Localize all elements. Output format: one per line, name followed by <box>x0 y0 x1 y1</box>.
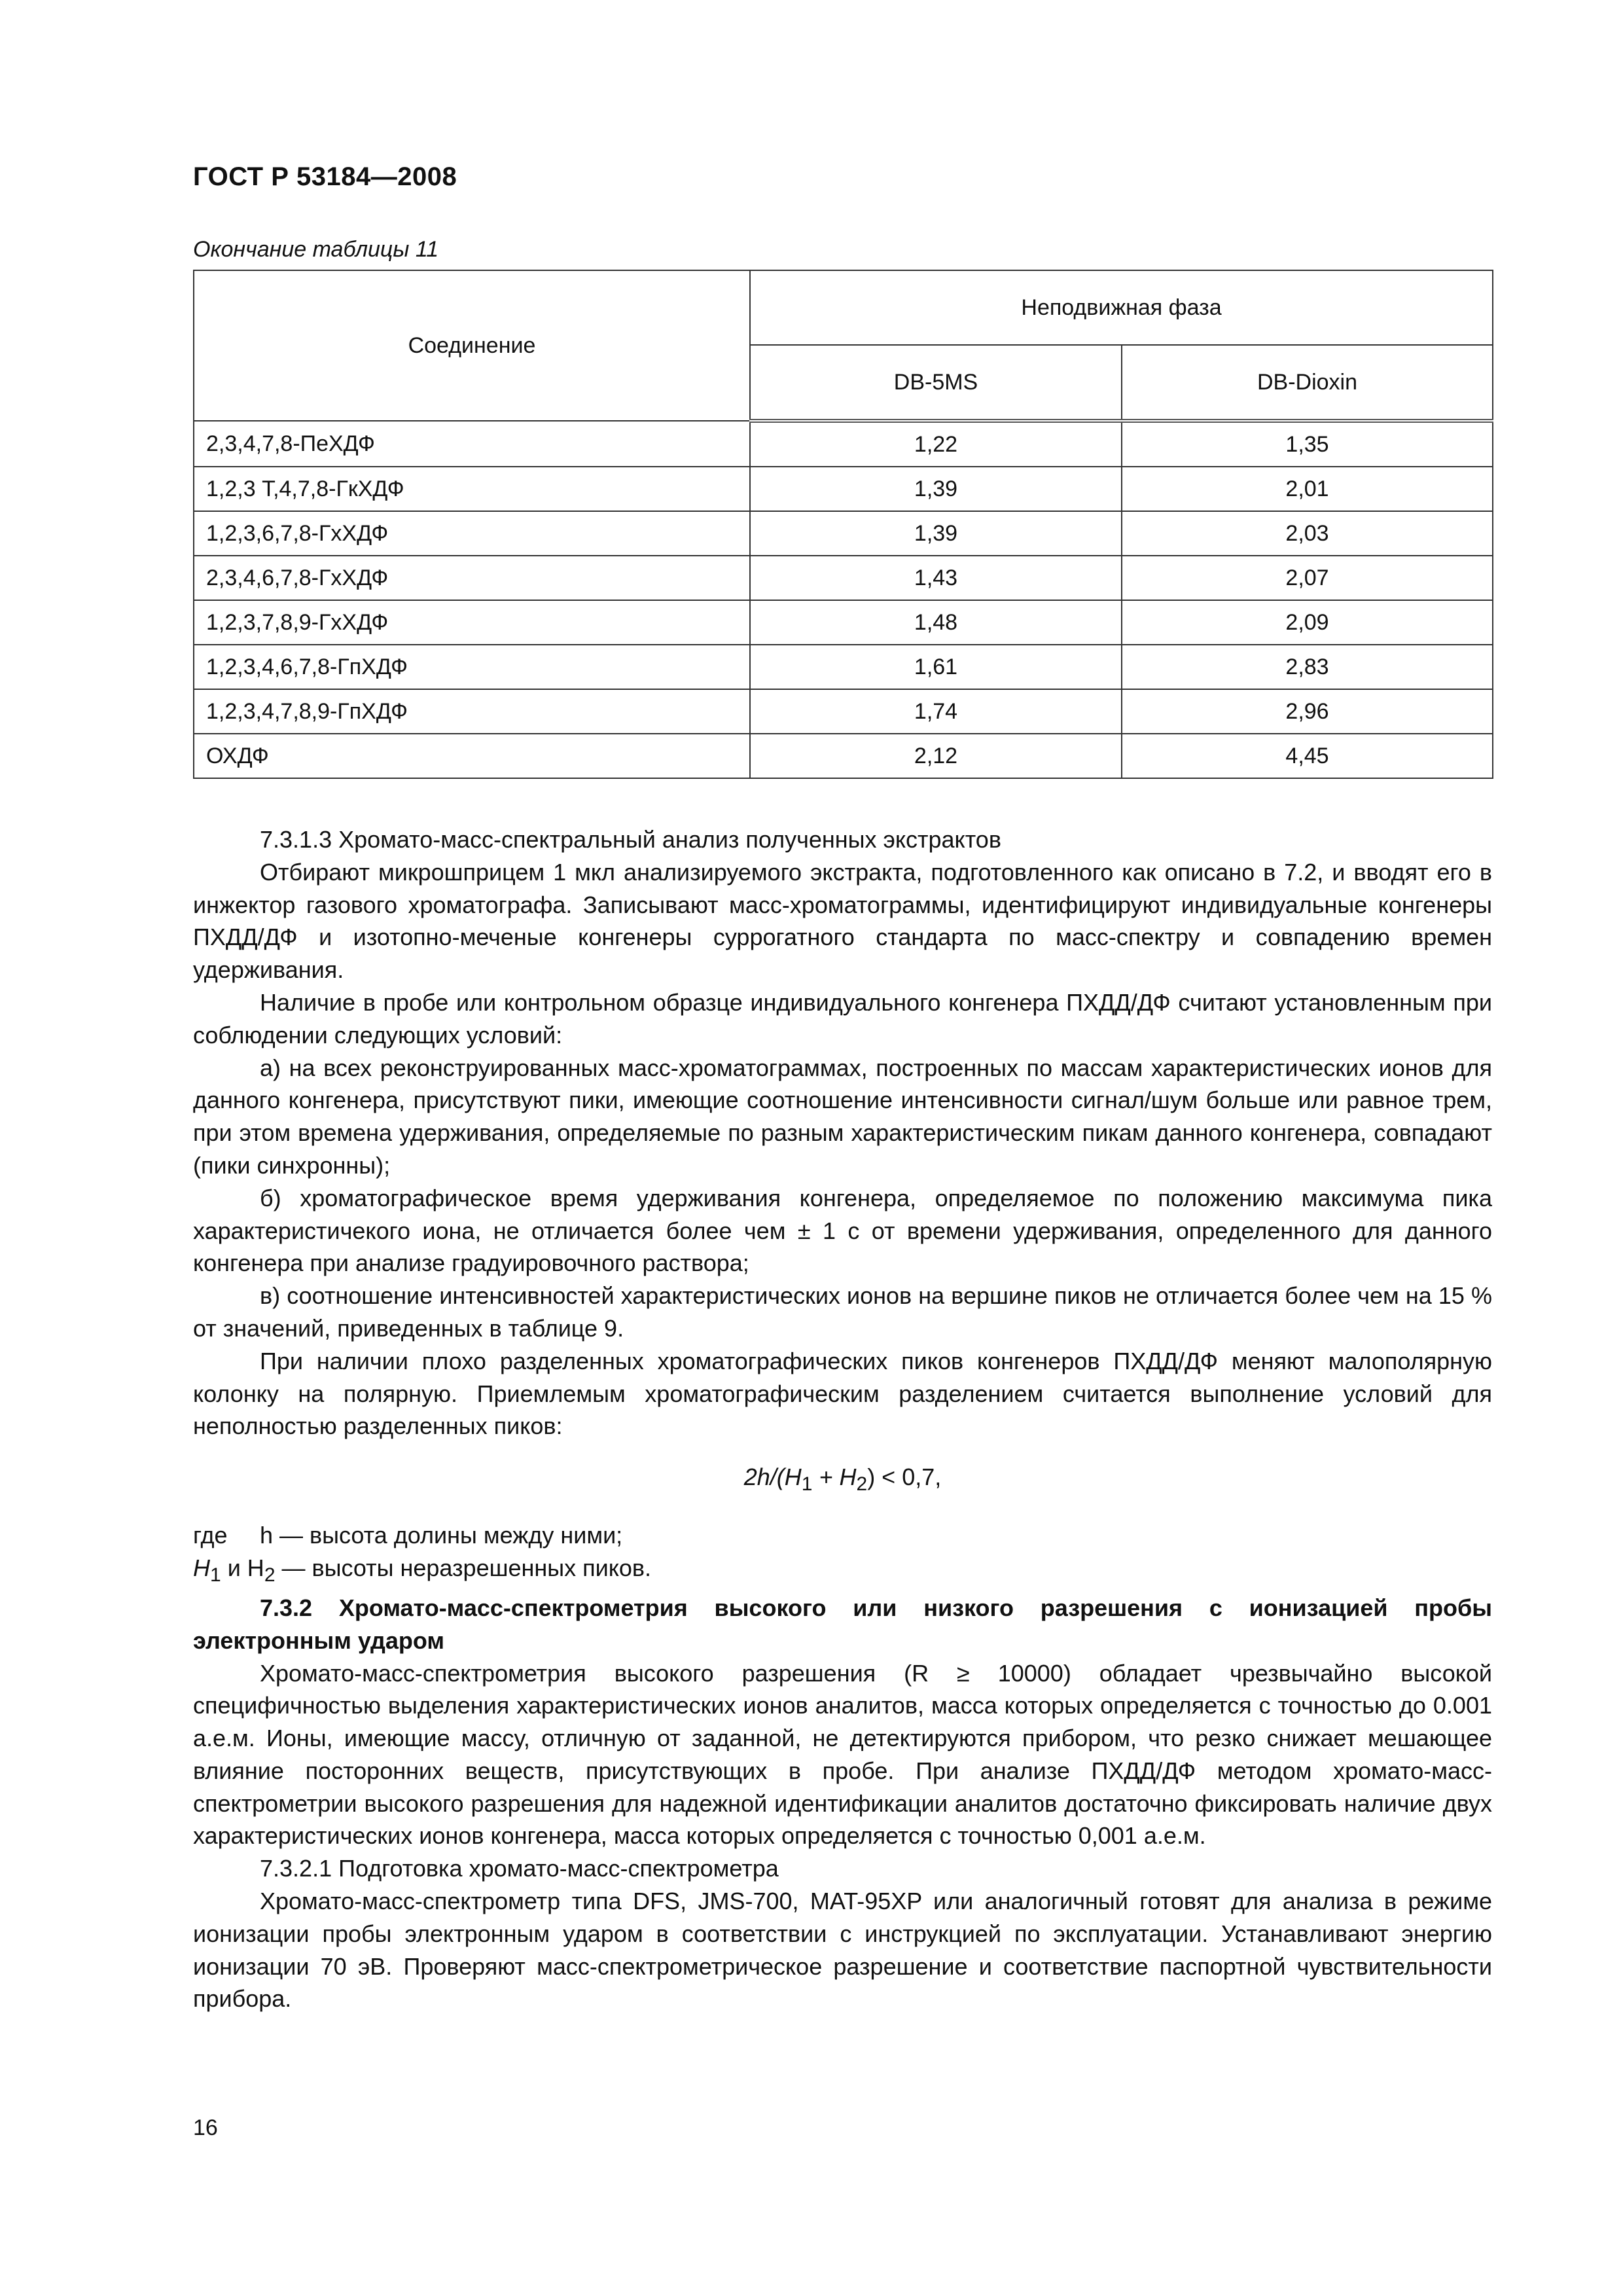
column-header-stationary-phase: Неподвижная фаза <box>750 270 1493 345</box>
cell-compound: 2,3,4,6,7,8-ГхХДФ <box>194 556 750 600</box>
cell-db5ms: 1,39 <box>750 467 1122 511</box>
paragraph-preparation: Хромато-масс-спектрометр типа DFS, JMS-700, MAT-95XP или аналогичный готовят для анализа в режиме ионизации пробы электронным ударом в соответствии с инструкцией по эксплуатации. Устанавливают энергию ионизации 70 эВ. Проверяют масс-спектрометрическое разрешение и соответствие паспортной чувствительности прибора. <box>193 1888 1492 2013</box>
column-header-dbdioxin: DB-Dioxin <box>1122 345 1493 421</box>
formula-left: 2h/(H <box>743 1463 802 1491</box>
cell-db5ms: 2,12 <box>750 734 1122 778</box>
table-row <box>194 511 1493 556</box>
formula-sub1: 1 <box>801 1473 813 1496</box>
cell-dbdioxin: 2,07 <box>1122 556 1493 600</box>
table-row <box>194 421 1493 467</box>
cell-dbdioxin: 2,01 <box>1122 467 1493 511</box>
document-page <box>193 0 1492 2296</box>
where-H2-sub: 2 <box>264 1564 276 1587</box>
formula-mid: + H <box>812 1463 857 1491</box>
paragraph-poor-separation: При наличии плохо разделенных хроматографических пиков конгенеров ПХДД/ДФ меняют малополярную колонку на полярную. Приемлемым хроматографическим разделением считается выполнение условий для неполностью разделенных пиков: <box>193 1347 1492 1440</box>
table-row <box>194 645 1493 689</box>
paragraph-presence: Наличие в пробе или контрольном образце индивидуального конгенера ПХДД/ДФ считают установленным при соблюдении следующих условий: <box>193 988 1492 1049</box>
table-row <box>194 734 1493 778</box>
cell-compound: 1,2,3 Т,4,7,8-ГкХДФ <box>194 467 750 511</box>
cell-compound: ОХДФ <box>194 734 750 778</box>
cell-compound: 1,2,3,6,7,8-ГхХДФ <box>194 511 750 556</box>
column-header-db5ms: DB-5MS <box>750 345 1122 421</box>
condition-a: а) на всех реконструированных масс-хроматограммах, построенных по массам характеристических ионов для данного конгенера, присутствуют пики, имеющие соотношение интенсивности сигнал/шум больше или равное трем, при этом времена удерживания, определяемые по разным характеристическим пикам данного конгенера, совпадают (пики синхронны); <box>193 1054 1492 1179</box>
cell-dbdioxin: 1,35 <box>1122 421 1493 467</box>
where-H1: H <box>193 1554 210 1581</box>
section-7321-title: 7.3.2.1 Подготовка хромато-масс-спектрометра <box>260 1855 779 1882</box>
body-text <box>193 823 1492 2015</box>
table-caption: Окончание таблицы 11 <box>193 237 439 262</box>
cell-db5ms: 1,43 <box>750 556 1122 600</box>
cell-dbdioxin: 4,45 <box>1122 734 1493 778</box>
column-header-compound: Соединение <box>194 270 750 421</box>
formula-right: ) < 0,7, <box>867 1463 942 1491</box>
condition-v: в) соотношение интенсивностей характеристических ионов на вершине пиков не отличается более чем на 15 % от значений, приведенных в таблице 9. <box>193 1282 1492 1342</box>
document-header: ГОСТ Р 53184—2008 <box>193 162 457 191</box>
page-number: 16 <box>193 2115 218 2140</box>
section-732-title: 7.3.2 Хромато-масс-спектрометрия высокого или низкого разрешения с ионизацией пробы электронным ударом <box>193 1594 1492 1654</box>
cell-dbdioxin: 2,09 <box>1122 600 1493 645</box>
table-row <box>194 600 1493 645</box>
cell-dbdioxin: 2,96 <box>1122 689 1493 734</box>
section-7313-title: 7.3.1.3 Хромато-масс-спектральный анализ полученных экстрактов <box>260 826 1001 853</box>
cell-compound: 1,2,3,7,8,9-ГхХДФ <box>194 600 750 645</box>
cell-compound: 1,2,3,4,6,7,8-ГпХДФ <box>194 645 750 689</box>
cell-db5ms: 1,74 <box>750 689 1122 734</box>
retention-table <box>193 270 1493 779</box>
cell-db5ms: 1,61 <box>750 645 1122 689</box>
table-row <box>194 467 1493 511</box>
table-row <box>194 689 1493 734</box>
cell-db5ms: 1,48 <box>750 600 1122 645</box>
formula <box>193 1461 1492 1501</box>
where-h-text: h — высота долины между ними; <box>260 1522 623 1549</box>
table-row <box>194 556 1493 600</box>
cell-compound: 2,3,4,7,8-ПеХДФ <box>194 421 750 467</box>
cell-db5ms: 1,22 <box>750 421 1122 467</box>
where-label: где <box>193 1522 228 1549</box>
where-H-and: и H <box>221 1554 264 1581</box>
cell-dbdioxin: 2,83 <box>1122 645 1493 689</box>
where-H1-sub: 1 <box>210 1564 221 1587</box>
formula-sub2: 2 <box>856 1473 868 1496</box>
where-H-desc: — высоты неразрешенных пиков. <box>275 1554 652 1581</box>
condition-b: б) хроматографическое время удерживания конгенера, определяемое по положению максимума пика характеристичекого иона, не отличается более чем ± 1 с от времени удерживания, определенного для данного конгенера при анализе градуировочного раствора; <box>193 1184 1492 1277</box>
cell-db5ms: 1,39 <box>750 511 1122 556</box>
where-H <box>193 1552 1492 1592</box>
paragraph-high-resolution: Хромато-масс-спектрометрия высокого разрешения (R ≥ 10000) обладает чрезвычайно высокой специфичностью выделения характеристических ионов аналитов, масса которых определяется с точностью до 0.001 а.е.м. Ионы, имеющие массу, отличную от заданной, не детектируются прибором, что резко снижает мешающее влияние посторонних веществ, присутствующих в пробе. При анализе ПХДД/ДФ методом хромато-масс-спектрометрии высокого разрешения для надежной идентификации аналитов достаточно фиксировать наличие двух характеристических ионов конгенера, масса которых определяется с точностью 0,001 а.е.м. <box>193 1659 1492 1850</box>
cell-compound: 1,2,3,4,7,8,9-ГпХДФ <box>194 689 750 734</box>
cell-dbdioxin: 2,03 <box>1122 511 1493 556</box>
paragraph-extract: Отбирают микрошприцем 1 мкл анализируемого экстракта, подготовленного как описано в 7.2, и вводят его в инжектор газового хроматографа. Записывают масс-хроматограммы, идентифицируют индивидуальные конгенеры ПХДД/ДФ и изотопно-меченые конгенеры суррогатного стандарта по масс-спектру и совпадению времен удерживания. <box>193 858 1492 984</box>
where-h <box>193 1519 1492 1552</box>
